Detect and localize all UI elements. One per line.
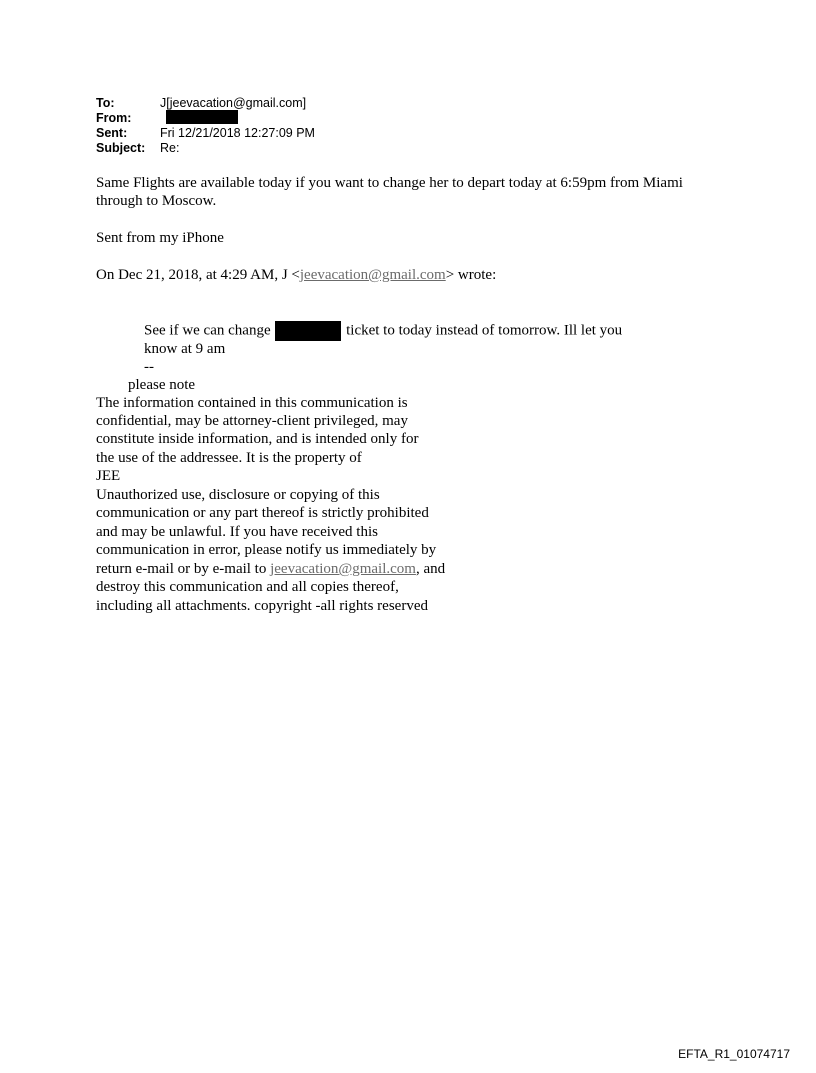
body-line-2: through to Moscow.: [96, 193, 217, 209]
name-redaction-box: [275, 321, 341, 341]
quoted-line-4: please note: [128, 377, 196, 393]
disclaimer-line: Unauthorized use, disclosure or copying of this: [96, 487, 380, 503]
sent-value: Fri 12/21/2018 12:27:09 PM: [160, 126, 315, 140]
quoted-line-1-suffix: ticket to today instead of tomorrow. Ill let you: [346, 322, 623, 339]
disclaimer-line: including all attachments. copyright -all rights reserved: [96, 598, 428, 614]
quote-intro-email-link[interactable]: jeevacation@gmail.com: [299, 267, 446, 283]
disclaimer-line: and may be unlawful. If you have received this: [96, 524, 378, 540]
disclaimer-line: confidential, may be attorney-client privileged, may: [96, 413, 408, 429]
quote-intro-prefix: On Dec 21, 2018, at 4:29 AM, J <: [96, 267, 300, 283]
subject-label: Subject:: [96, 141, 146, 155]
quoted-line-1-prefix: See if we can change: [144, 322, 271, 339]
quoted-line-2: know at 9 am: [144, 341, 226, 357]
disclaimer-line-email: [96, 560, 445, 578]
quote-intro-suffix: > wrote:: [445, 267, 497, 283]
sent-label: Sent:: [96, 126, 128, 140]
disclaimer-line: constitute inside information, and is intended only for: [96, 431, 419, 447]
disclaimer-line: communication or any part thereof is strictly prohibited: [96, 505, 429, 521]
from-label: From:: [96, 111, 132, 125]
document-id: EFTA_R1_01074717: [678, 1047, 790, 1061]
signature-line: Sent from my iPhone: [96, 230, 224, 246]
body-line-1: Same Flights are available today if you want to change her to depart today at 6:59pm from Miami: [96, 175, 683, 191]
to-value: J[jeevacation@gmail.com]: [160, 96, 307, 110]
disclaimer-email-suffix: , and: [415, 561, 446, 577]
quote-intro: [96, 266, 496, 284]
quoted-line-3: --: [144, 359, 154, 375]
disclaimer-email-link[interactable]: jeevacation@gmail.com: [270, 561, 416, 577]
from-redaction-box: [166, 110, 238, 124]
to-label: To:: [96, 96, 115, 110]
disclaimer-line: The information contained in this communication is: [96, 395, 408, 411]
disclaimer-line: JEE: [96, 468, 121, 484]
disclaimer-line: communication in error, please notify us immediately by: [96, 542, 437, 558]
disclaimer-line: the use of the addressee. It is the property of: [96, 450, 362, 466]
disclaimer-line: destroy this communication and all copies thereof,: [96, 579, 399, 595]
quoted-line-1: [144, 321, 622, 341]
subject-value: Re:: [160, 141, 180, 155]
disclaimer-email-prefix: return e-mail or by e-mail to: [96, 561, 271, 577]
